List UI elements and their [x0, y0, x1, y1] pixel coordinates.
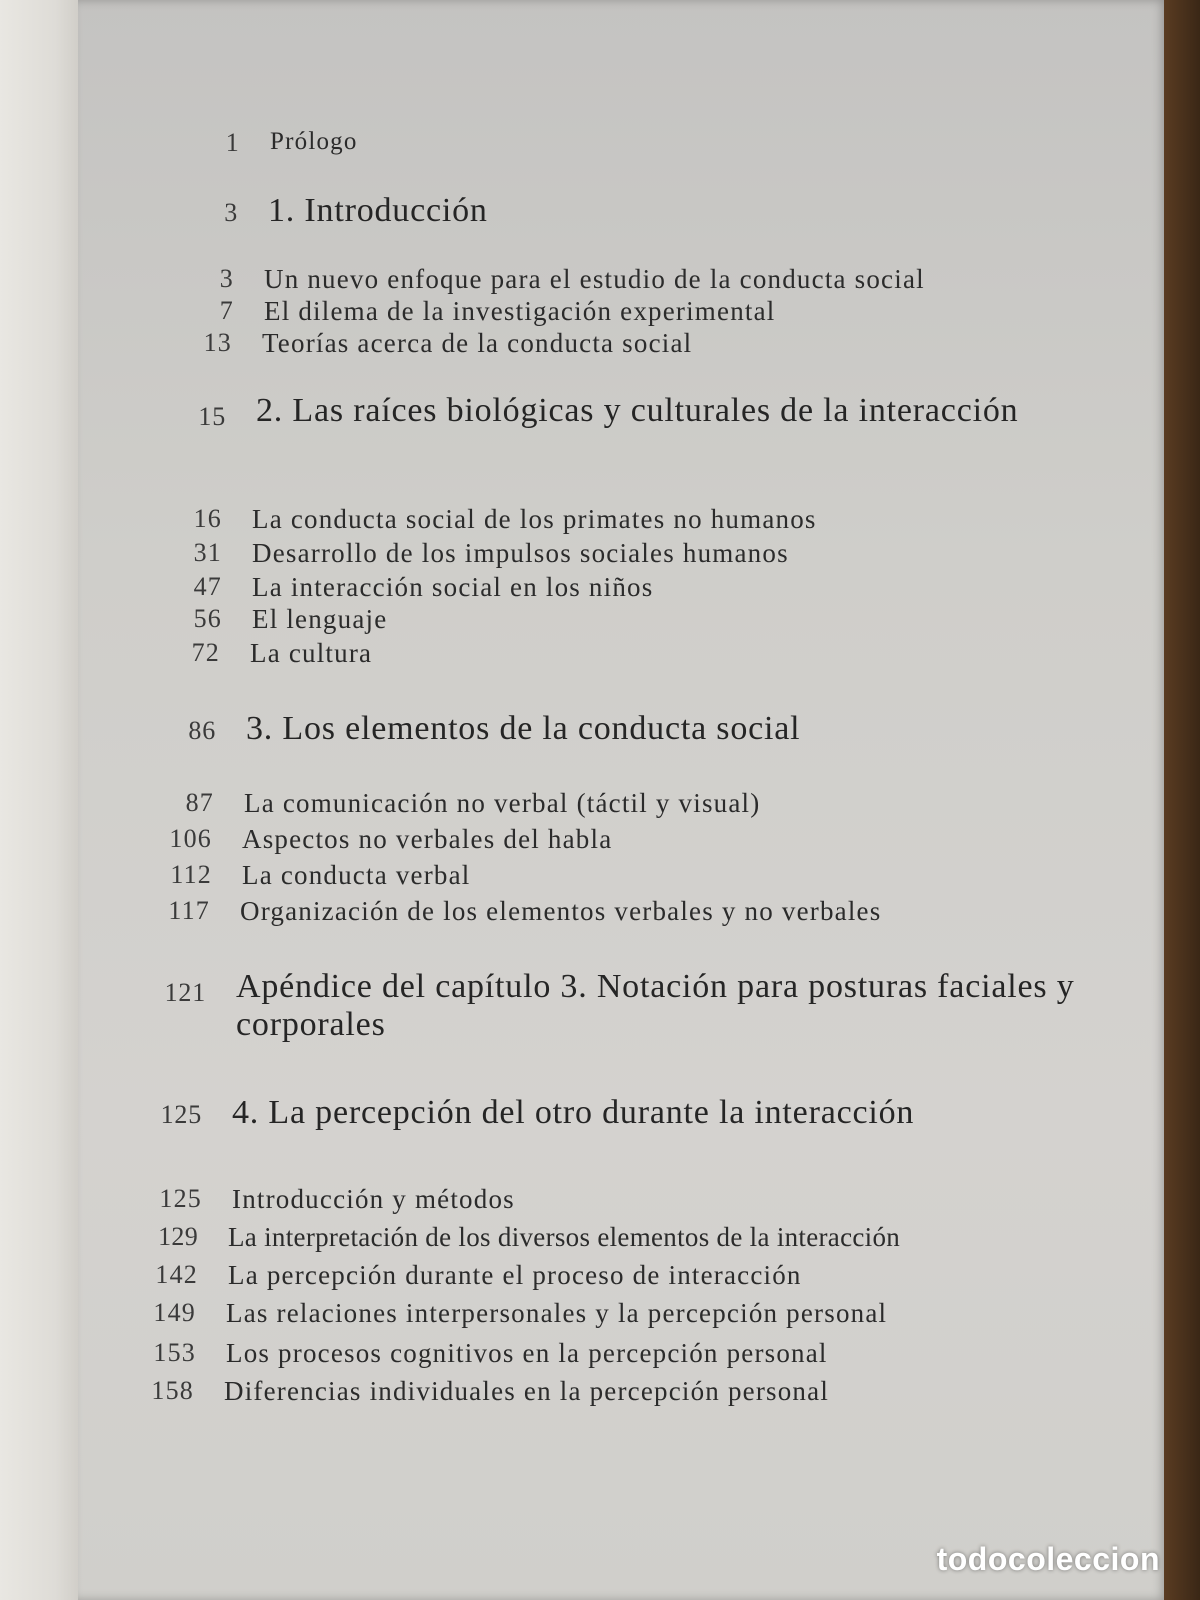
toc-entry: [159, 1184, 515, 1215]
toc-title: Las relaciones interpersonales y la percepción personal: [226, 1298, 888, 1328]
toc-chapter-title: 1. Introducción: [268, 192, 488, 229]
toc-page-number: 153: [153, 1338, 196, 1367]
toc-entry: [193, 572, 654, 603]
toc-entry: [155, 1260, 802, 1291]
toc-entry: [151, 1376, 830, 1407]
toc-title: Organización de los elementos verbales y no verbales: [240, 896, 882, 926]
toc-page-number: 142: [155, 1260, 198, 1289]
toc-chapter-title: Apéndice del capítulo 3. Notación para posturas faciales y corporales: [236, 968, 1075, 1043]
toc-chapter-4: [160, 1094, 915, 1132]
toc-chapter-1: [224, 192, 488, 230]
toc-chapter-2: [198, 392, 1096, 431]
toc-appendix: [164, 968, 1116, 1044]
toc-chapter-title: 3. Los elementos de la conducta social: [246, 710, 801, 747]
toc-title: La interacción social en los niños: [252, 572, 654, 602]
toc-title: La conducta social de los primates no humanos: [252, 504, 817, 534]
toc-title: La cultura: [250, 638, 373, 668]
toc-entry: [185, 788, 761, 819]
toc-page-number: 15: [198, 402, 226, 431]
toc-title: Aspectos no verbales del habla: [242, 824, 613, 854]
toc-page-number: 31: [193, 538, 222, 567]
toc-title: La interpretación de los diversos elementos de la interacción: [228, 1222, 901, 1252]
toc-entry: [193, 604, 388, 635]
toc-title: La percepción durante el proceso de interacción: [228, 1260, 802, 1290]
toc-page-number: 112: [170, 860, 212, 889]
watermark-logo: todocoleccion: [936, 1541, 1160, 1577]
toc-title: Un nuevo enfoque para el estudio de la conducta social: [264, 264, 925, 294]
toc-entry: [153, 1298, 888, 1329]
toc-page-number: 16: [193, 504, 222, 533]
toc-page-number: 56: [193, 604, 222, 633]
toc-title: Introducción y métodos: [232, 1184, 515, 1214]
toc-title: Los procesos cognitivos en la percepción personal: [226, 1338, 828, 1368]
toc-page-number: 3: [224, 198, 238, 227]
toc-entry: [193, 538, 789, 569]
toc-page-number: 3: [219, 264, 234, 293]
toc-page-number: 121: [164, 978, 206, 1007]
toc-entry: [158, 1222, 901, 1253]
toc-title: Desarrollo de los impulsos sociales humanos: [252, 538, 789, 568]
toc-entry: [193, 504, 817, 535]
toc-entry: [191, 638, 373, 669]
toc-entry: [203, 328, 693, 359]
toc-page-number: 72: [191, 638, 220, 667]
book-cover-edge: [1164, 0, 1200, 1600]
toc-title: Prólogo: [270, 128, 358, 155]
toc-page-number: 117: [168, 896, 210, 925]
toc-page-number: 106: [169, 824, 212, 853]
toc-entry: [169, 824, 613, 855]
toc-entry: [153, 1338, 828, 1369]
toc-entry-prologo: [225, 128, 358, 157]
toc-title: Teorías acerca de la conducta social: [262, 328, 693, 358]
toc-page-number: 87: [185, 788, 214, 817]
toc-title: La conducta verbal: [242, 860, 471, 890]
toc-chapter-title: 4. La percepción del otro durante la interacción: [232, 1094, 915, 1131]
toc-entry: [219, 296, 776, 327]
toc-page-number: 13: [203, 328, 232, 357]
toc-title: El lenguaje: [252, 604, 388, 634]
toc-page-number: 7: [219, 296, 234, 325]
toc-page-number: 125: [160, 1100, 202, 1129]
toc-chapter-title: 2. Las raíces biológicas y culturales de la interacción: [256, 392, 1019, 429]
toc-page-number: 129: [158, 1222, 198, 1251]
toc-page-number: 149: [153, 1298, 196, 1327]
toc-chapter-3: [188, 710, 801, 748]
toc-entry: [170, 860, 471, 891]
toc-entry: [219, 264, 925, 295]
toc-title: El dilema de la investigación experimental: [264, 296, 776, 326]
toc-page-number: 125: [159, 1184, 202, 1213]
toc-entry: [168, 896, 882, 927]
toc-title: La comunicación no verbal (táctil y visual): [244, 788, 761, 818]
toc-page-number: 158: [151, 1376, 194, 1405]
toc-page-number: 86: [188, 716, 216, 745]
toc-page-number: 47: [193, 572, 222, 601]
toc-page-number: 1: [225, 128, 240, 157]
toc-title: Diferencias individuales en la percepción personal: [224, 1376, 830, 1406]
